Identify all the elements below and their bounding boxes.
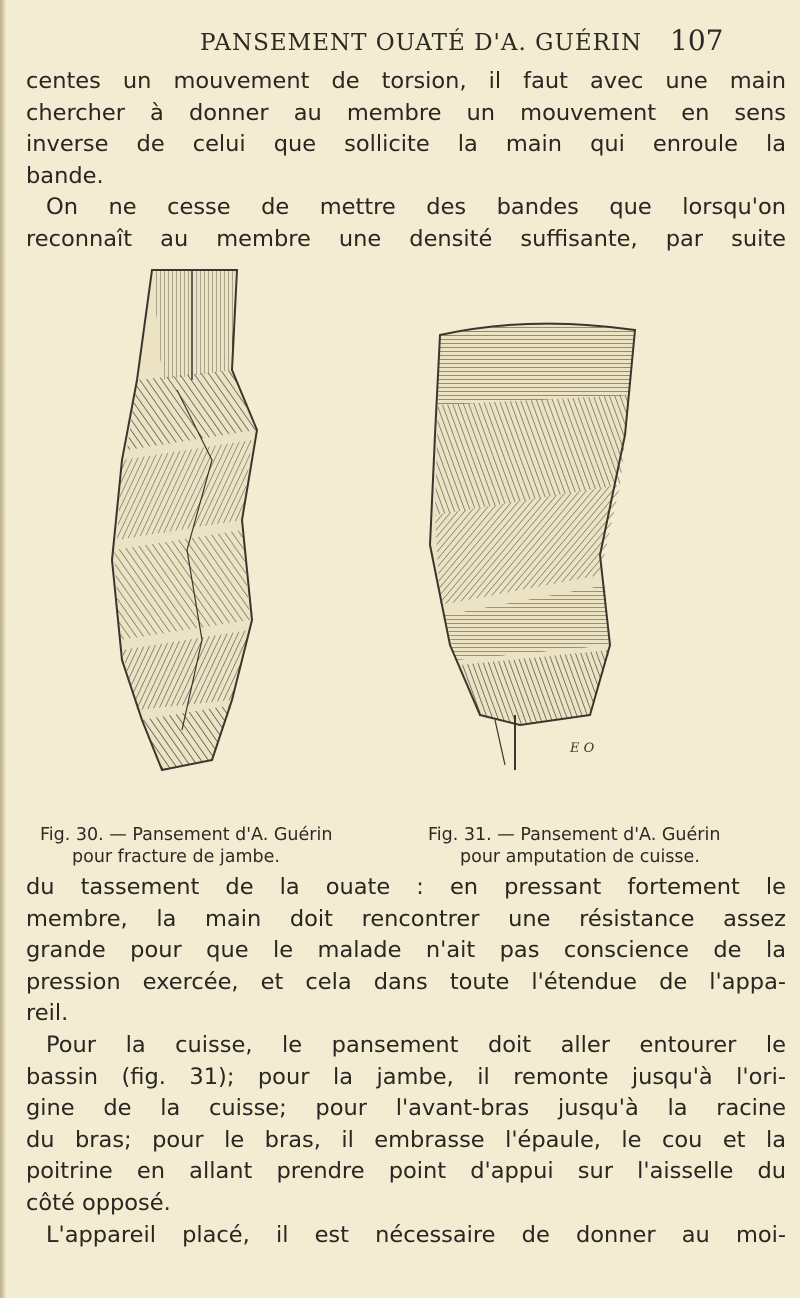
text-line: bande. bbox=[26, 162, 104, 189]
text-line: chercher à donner au membre un mouvement en sens bbox=[26, 99, 786, 126]
caption-line: pour amputation de cuisse. bbox=[460, 847, 700, 867]
text-line: On ne cesse de mettre des bandes que lorsqu'on bbox=[46, 194, 786, 221]
figure-31-thigh-amputation-illustration bbox=[420, 315, 650, 775]
text-line: inverse de celui que sollicite la main qui enroule la bbox=[26, 131, 786, 158]
text-line: membre, la main doit rencontrer une résistance assez bbox=[26, 905, 786, 932]
caption-line: Fig. 30. — Pansement d'A. Guérin bbox=[40, 825, 333, 845]
text-line: grande pour que le malade n'ait pas conscience de la bbox=[26, 937, 786, 964]
text-line: reil. bbox=[26, 1000, 69, 1027]
text-line: pression exercée, et cela dans toute l'étendue de l'appa- bbox=[26, 968, 786, 995]
running-header bbox=[0, 24, 800, 64]
text-line: bassin (fig. 31); pour la jambe, il remonte jusqu'à l'ori- bbox=[26, 1063, 786, 1090]
caption-line: Fig. 31. — Pansement d'A. Guérin bbox=[428, 825, 721, 845]
engraver-mark: E O bbox=[570, 741, 595, 756]
figure-30-leg-bandage-illustration bbox=[92, 260, 282, 790]
page-edge bbox=[0, 0, 6, 1298]
text-line: centes un mouvement de torsion, il faut avec une main bbox=[26, 68, 786, 94]
text-line: du tassement de la ouate : en pressant fortement le bbox=[26, 874, 786, 900]
text-line: du bras; pour le bras, il embrasse l'épaule, le cou et la bbox=[26, 1126, 786, 1153]
caption-line: pour fracture de jambe. bbox=[72, 847, 280, 867]
text-line: Pour la cuisse, le pansement doit aller entourer le bbox=[46, 1031, 786, 1058]
text-line: poitrine en allant prendre point d'appui sur l'aisselle du bbox=[26, 1158, 786, 1185]
caption-figure-31 bbox=[428, 824, 720, 868]
text-line: reconnaît au membre une densité suffisante, par suite bbox=[26, 225, 786, 252]
running-title: PANSEMENT OUATÉ D'A. GUÉRIN bbox=[200, 30, 643, 56]
text-line: côté opposé. bbox=[26, 1189, 171, 1216]
paragraph-bottom bbox=[26, 872, 786, 1251]
paragraph-top bbox=[26, 66, 786, 256]
page-number: 107 bbox=[670, 24, 724, 57]
caption-figure-30 bbox=[40, 824, 332, 868]
text-line: L'appareil placé, il est nécessaire de donner au moi- bbox=[46, 1221, 786, 1248]
text-line: gine de la cuisse; pour l'avant-bras jusqu'à la racine bbox=[26, 1095, 786, 1122]
